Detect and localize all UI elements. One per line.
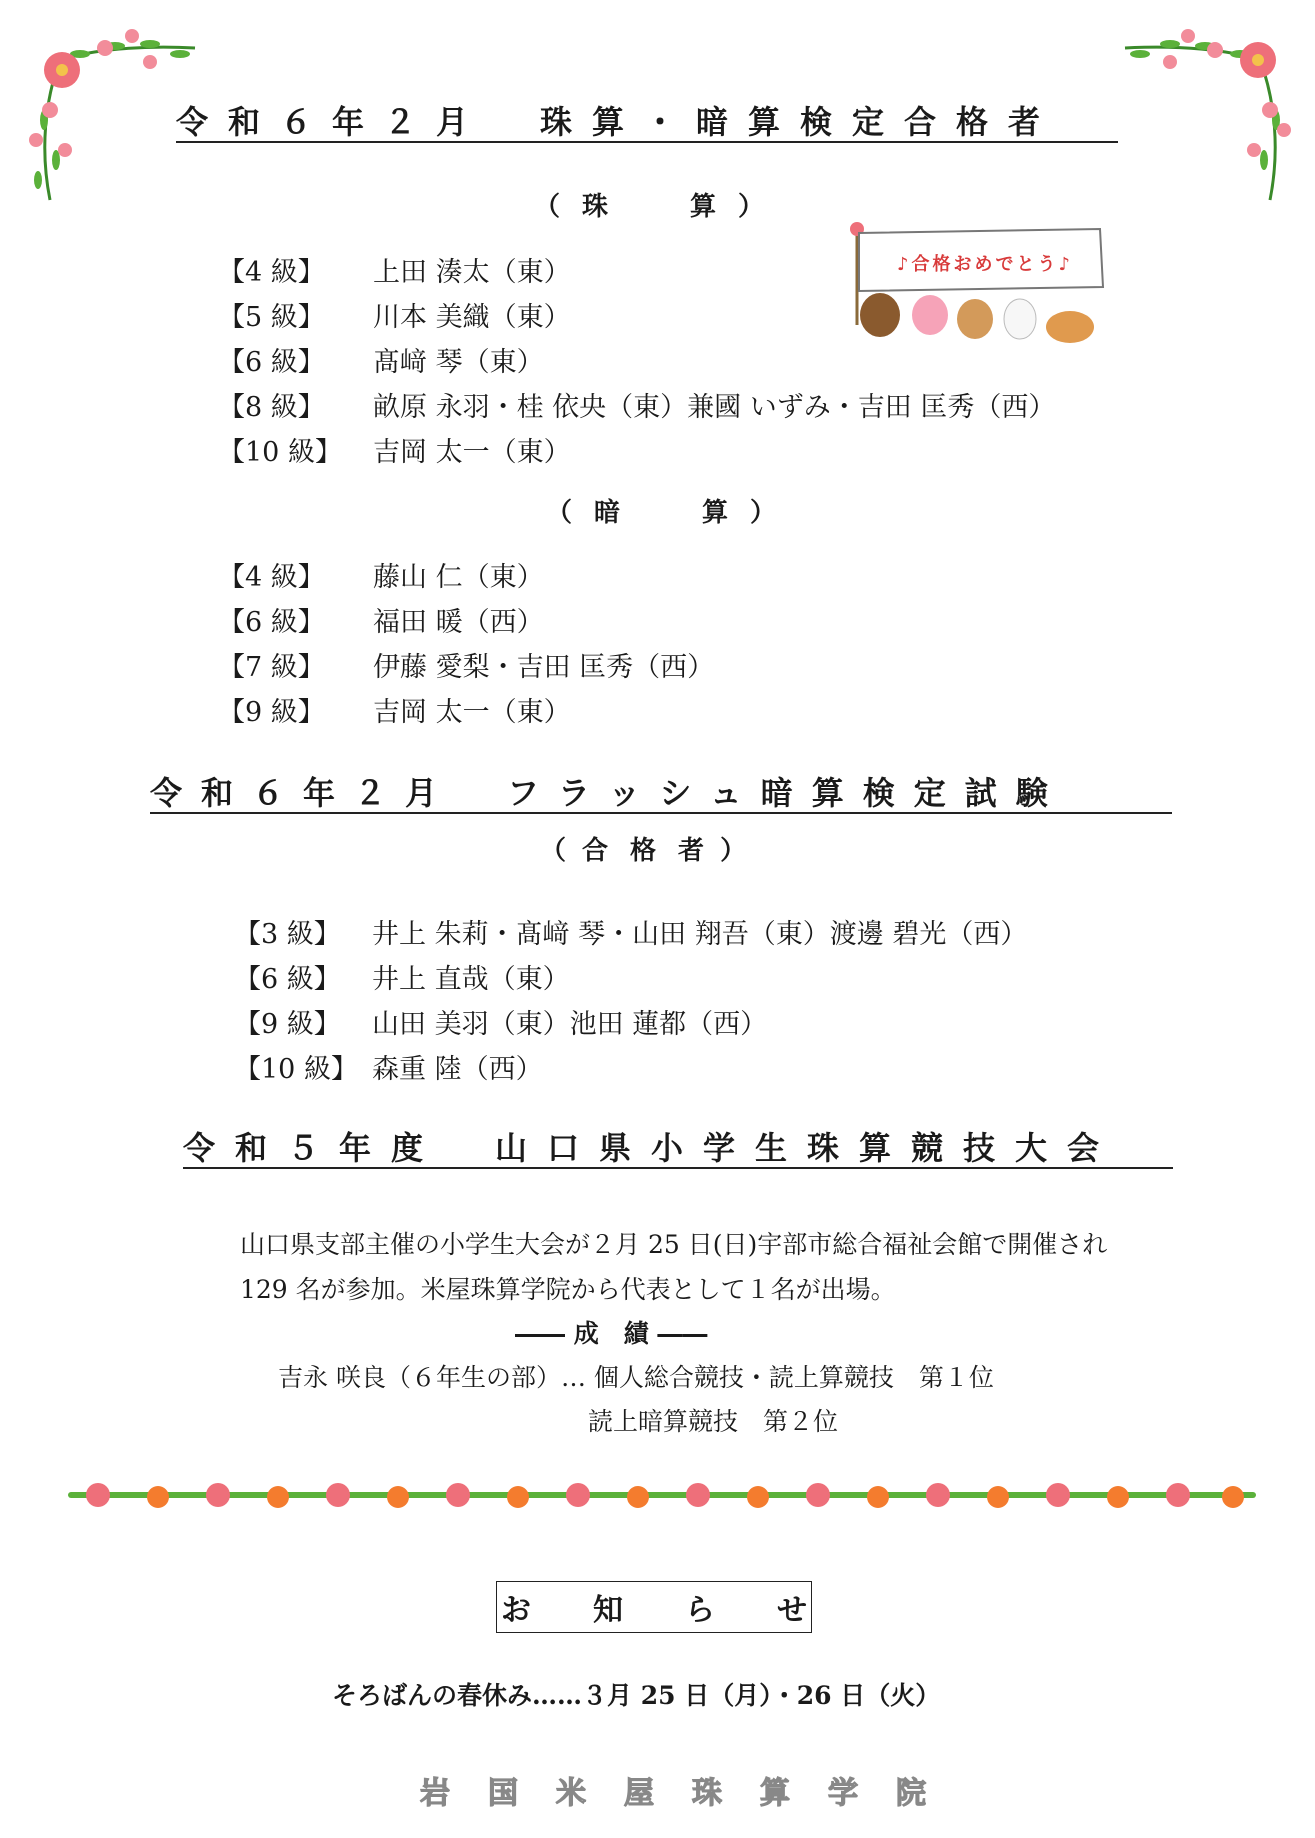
spring-break-notice: そろばんの春休み……３月 25 日（月）・26 日（火） xyxy=(332,1681,941,1710)
flash-anzan-title: 令和６年２月 フラッシュ暗算検定試験 xyxy=(150,775,1172,814)
tournament-result-1: 吉永 咲良（６年生の部）… 個人総合競技・読上算競技 第１位 xyxy=(278,1363,994,1392)
anzan-result-row: 【6 級】 福田 暖（西） xyxy=(218,607,544,638)
soroban-result-row: 【6 級】 髙﨑 琴（東） xyxy=(218,347,544,378)
soroban-result-row: 【4 級】 上田 湊太（東） xyxy=(218,257,571,288)
congrats-banner-text: ♪合格おめでとう♪ xyxy=(897,254,1073,275)
anzan-result-row: 【7 級】 伊藤 愛梨・吉田 匡秀（西） xyxy=(218,652,715,683)
notice-box: お 知 ら せ xyxy=(496,1581,812,1633)
soroban-result-row: 【5 級】 川本 美織（東） xyxy=(218,302,571,333)
tournament-description-line1: 山口県支部主催の小学生大会が２月 25 日(日)宇部市総合福祉会館で開催され xyxy=(240,1230,1108,1259)
tournament-result-2: 読上暗算競技 第２位 xyxy=(588,1407,839,1436)
school-name: 岩国米屋珠算学院 xyxy=(420,1776,964,1811)
flash-subheading: （ 合 格 者 ） xyxy=(540,836,747,866)
congrats-illustration xyxy=(845,215,1115,350)
anzan-result-row: 【4 級】 藤山 仁（東） xyxy=(218,562,544,593)
tournament-description-line2: 129 名が参加。米屋珠算学院から代表として１名が出場。 xyxy=(240,1275,896,1304)
soroban-result-row: 【10 級】 吉岡 太一（東） xyxy=(218,437,571,468)
flash-result-row: 【9 級】 山田 美羽（東）池田 蓮都（西） xyxy=(234,1009,768,1040)
flash-result-row: 【3 級】 井上 朱莉・髙﨑 琴・山田 翔吾（東）渡邊 碧光（西） xyxy=(234,919,1028,950)
flash-result-row: 【6 級】 井上 直哉（東） xyxy=(234,964,570,995)
flash-result-row: 【10 級】 森重 陸（西） xyxy=(234,1054,543,1085)
exam-results-title: 令和６年２月 珠算・暗算検定合格者 xyxy=(176,104,1118,143)
soroban-heading: （ 珠 算 ） xyxy=(534,192,765,222)
flower-border-divider xyxy=(68,1475,1256,1515)
flower-decoration-top-left xyxy=(10,10,200,210)
anzan-heading: （ 暗 算 ） xyxy=(546,498,777,528)
anzan-result-row: 【9 級】 吉岡 太一（東） xyxy=(218,697,571,728)
tournament-results-heading: ―― 成 績 ―― xyxy=(515,1319,708,1348)
flower-decoration-top-right xyxy=(1120,10,1310,210)
soroban-result-row: 【8 級】 畝原 永羽・桂 依央（東）兼國 いずみ・吉田 匡秀（西） xyxy=(218,392,1056,423)
tournament-title: 令和５年度 山口県小学生珠算競技大会 xyxy=(183,1130,1173,1169)
